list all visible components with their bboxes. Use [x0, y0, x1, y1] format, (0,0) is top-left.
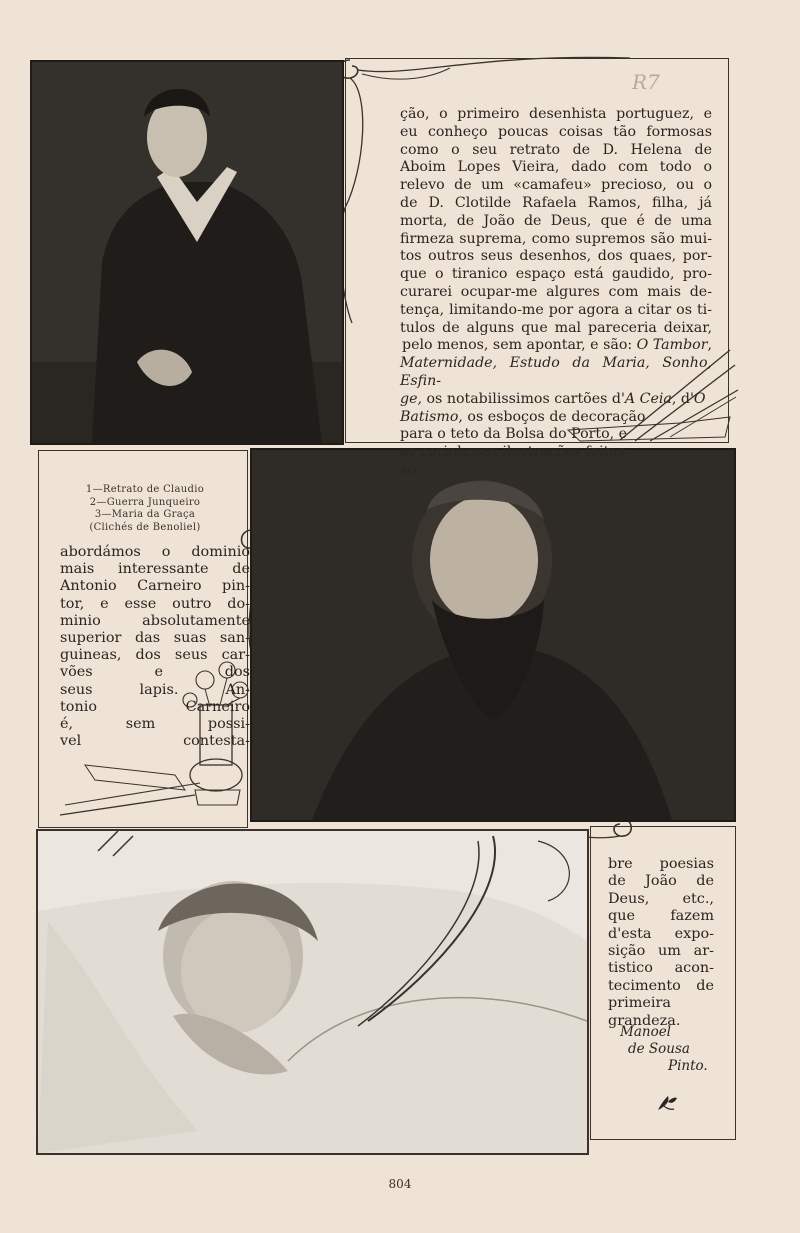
text-line: que fazem — [608, 908, 714, 925]
article-column-top — [400, 106, 712, 480]
works-line-5: para o teto da Bolsa do Porto, e — [400, 426, 628, 443]
work-title: Batismo — [400, 408, 459, 425]
text-line: é, sem possi- — [60, 716, 250, 733]
text-line: relevo de um «camafeu» precioso, ou o — [400, 177, 712, 194]
text-line: ção, o primeiro desenhista portuguez, e — [400, 106, 712, 122]
text-line: tonio Carneiro — [60, 698, 250, 715]
author-signature — [620, 1024, 720, 1075]
paragraph-left — [60, 544, 250, 750]
work-title: O — [693, 390, 706, 407]
text-line: pelo menos, sem apontar, e são: — [402, 337, 633, 354]
text-line: Antonio Carneiro pin- — [60, 578, 250, 595]
text-line: guineas, dos seus car- — [60, 647, 250, 664]
text-fragment: , d' — [671, 390, 694, 407]
text-line: minio absolutamente — [60, 612, 250, 629]
text-line: grandeza. — [608, 1012, 681, 1029]
text-line: morta, de João de Deus, que é de uma — [400, 212, 712, 229]
text-line: vel contesta- — [60, 733, 250, 750]
text-line: tistico acon- — [608, 960, 714, 977]
text-line: abordámos o dominio — [60, 544, 250, 560]
work-title: O Tambor — [636, 337, 708, 354]
text-line: de D. Clotilde Rafaela Ramos, filha, já — [400, 194, 712, 211]
text-line: como o seu retrato de D. Helena de — [400, 141, 712, 158]
work-title: Maternidade, Estudo da Maria, Sonho, Esfin- — [400, 355, 712, 389]
text-fragment: os notabilissimos cartões d' — [422, 390, 625, 407]
portrait-guerra-junqueiro-photo — [250, 448, 736, 822]
signature-line: de Sousa — [628, 1041, 690, 1057]
signature-line: Manoel — [620, 1024, 672, 1040]
works-line-6: as carinhosas ilustrações feitas so- — [400, 444, 626, 478]
text-line: tor, e esse outro do- — [60, 595, 250, 612]
works-line-2 — [400, 355, 712, 391]
text-fragment: , os esboços de decoração — [458, 408, 646, 425]
works-line-4 — [400, 409, 712, 427]
text-line: tulos de alguns que mal pareceria deixar, — [400, 319, 712, 336]
text-line: seus lapis. An- — [60, 681, 250, 698]
text-line: Aboim Lopes Vieira, dado com todo o — [400, 159, 712, 176]
works-line-3 — [400, 391, 712, 409]
drawing-maria-da-graca — [36, 829, 589, 1155]
caption-credit: (Clichés de Benoliel) — [89, 521, 201, 533]
paragraph-top — [400, 106, 712, 337]
photo-captions — [60, 484, 230, 534]
text-line: d'esta expo- — [608, 925, 714, 942]
caption-3: 3—Maria da Graça — [94, 509, 196, 520]
page-number: 804 — [388, 1177, 412, 1191]
work-title: ge, — [400, 390, 422, 407]
signature-line: Pinto. — [668, 1058, 708, 1074]
text-line: firmeza suprema, como supremos são mui- — [400, 230, 712, 247]
caption-1: 1—Retrato de Claudio — [85, 484, 205, 495]
paragraph-right — [608, 856, 714, 1030]
text-line: de João de — [608, 873, 714, 890]
text-line: tença, limitando-me por agora a citar os ti- — [400, 301, 712, 318]
text-line: mais interessante de — [60, 561, 250, 578]
pencil-mark: R7 — [632, 70, 660, 94]
caption-2: 2—Guerra Junqueiro — [89, 496, 201, 508]
article-column-right — [608, 856, 714, 1030]
text-line: tecimento de — [608, 977, 714, 994]
portrait-claudio-photo — [30, 60, 344, 445]
text-line: curarei ocupar-me algures com mais de- — [400, 283, 712, 300]
work-title: A Ceia — [624, 390, 672, 407]
text-line: primeira — [608, 995, 671, 1012]
text-line: Deus, etc., — [608, 890, 714, 907]
article-column-left — [60, 544, 250, 750]
text-line: vões e dos — [60, 664, 250, 681]
text-line: eu conheço poucas coisas tão formosas — [400, 123, 712, 140]
text-line: que o tiranico espaço está gaudido, pro- — [400, 266, 712, 283]
works-line-1: pelo menos, sem apontar, e são: O Tambor, — [402, 337, 712, 354]
text-line: tos outros seus desenhos, dos quaes, por- — [400, 248, 712, 265]
text-line: bre poesias — [608, 856, 714, 872]
text-line: sição um ar- — [608, 943, 714, 960]
text-line: superior das suas san- — [60, 630, 250, 647]
leaf-ornament-icon — [656, 1092, 678, 1112]
